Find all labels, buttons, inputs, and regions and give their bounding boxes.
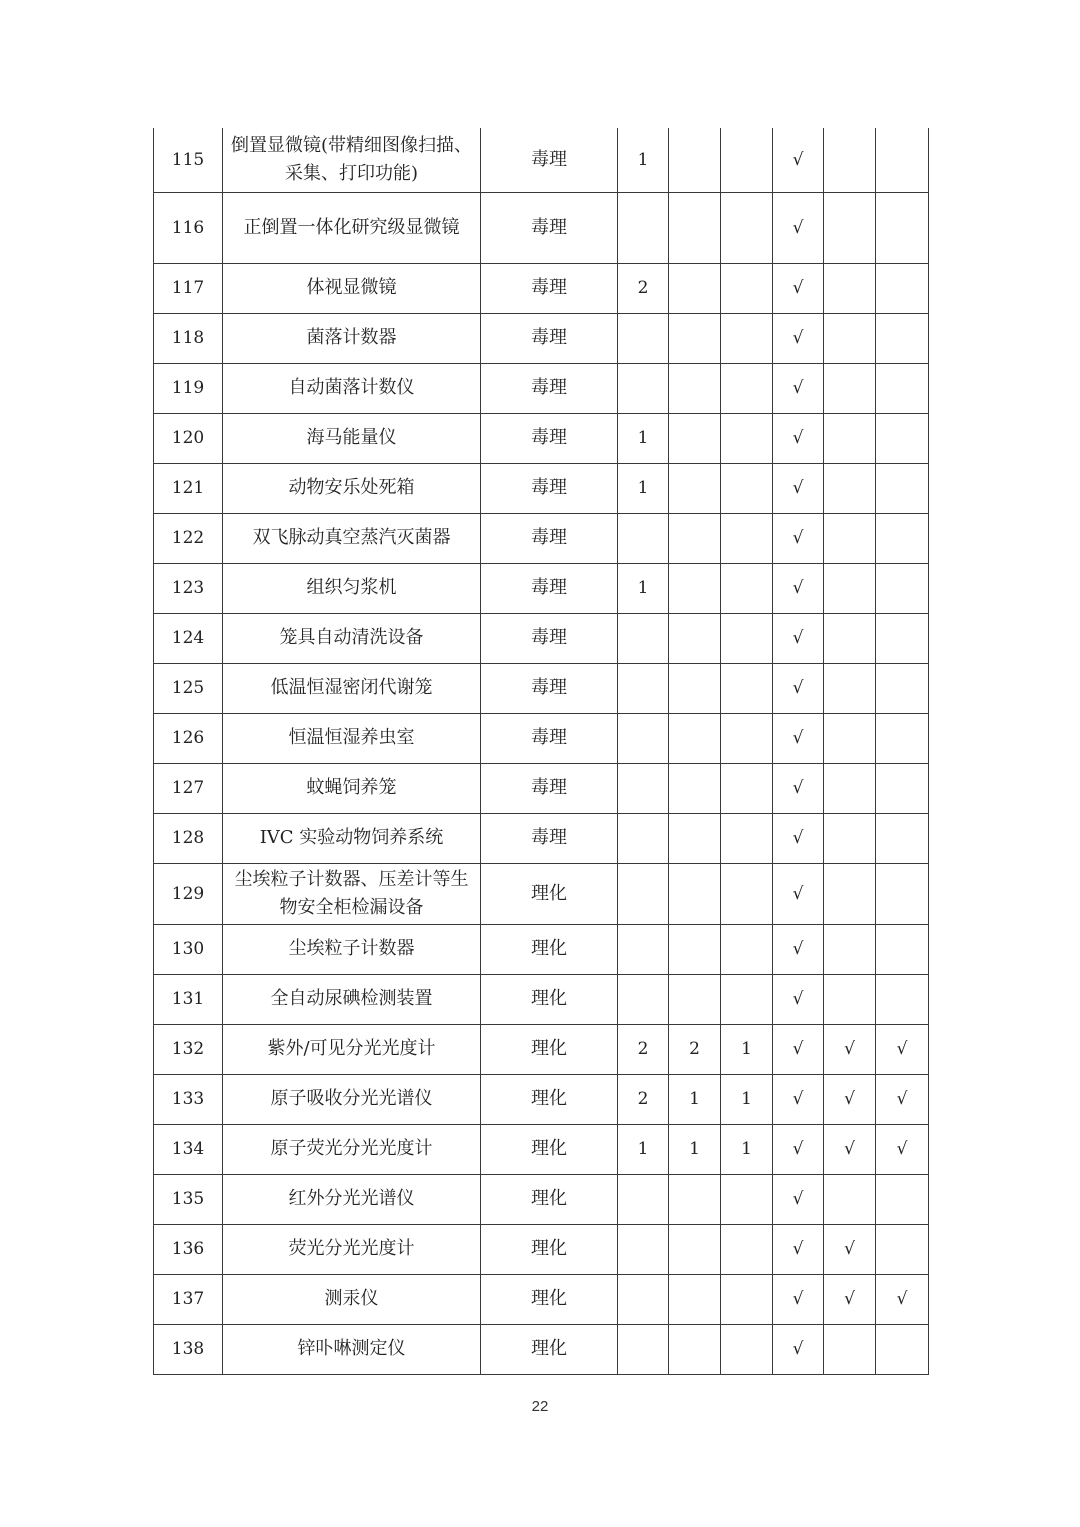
cell-quantity-2 (669, 463, 721, 513)
cell-number: 125 (154, 663, 223, 713)
table-row (154, 413, 929, 463)
cell-check-1: √ (773, 863, 824, 924)
cell-check-1: √ (773, 463, 824, 513)
cell-quantity-3 (721, 663, 773, 713)
cell-category: 毒理 (481, 813, 618, 863)
cell-equipment-name: 锌卟啉测定仪 (223, 1324, 481, 1374)
cell-check-1: √ (773, 1124, 824, 1174)
cell-category: 理化 (481, 1124, 618, 1174)
table-row (154, 513, 929, 563)
cell-category: 毒理 (481, 763, 618, 813)
cell-number: 133 (154, 1074, 223, 1124)
table-row (154, 1074, 929, 1124)
cell-check-2 (824, 463, 876, 513)
cell-quantity-2 (669, 1274, 721, 1324)
table-row (154, 1324, 929, 1374)
table-row (154, 713, 929, 763)
cell-check-2 (824, 813, 876, 863)
cell-equipment-name: 尘埃粒子计数器、压差计等生物安全柜检漏设备 (223, 863, 481, 924)
cell-quantity-3 (721, 813, 773, 863)
cell-number: 121 (154, 463, 223, 513)
cell-category: 毒理 (481, 513, 618, 563)
cell-quantity-3 (721, 713, 773, 763)
cell-check-1: √ (773, 563, 824, 613)
cell-check-2 (824, 263, 876, 313)
table-row (154, 974, 929, 1024)
cell-equipment-name: 倒置显微镜(带精细图像扫描、采集、打印功能) (223, 128, 481, 192)
cell-category: 毒理 (481, 192, 618, 263)
cell-number: 118 (154, 313, 223, 363)
cell-check-3 (876, 713, 929, 763)
cell-equipment-name: 笼具自动清洗设备 (223, 613, 481, 663)
cell-equipment-name: 测汞仪 (223, 1274, 481, 1324)
cell-quantity-3 (721, 1174, 773, 1224)
cell-check-2 (824, 128, 876, 192)
cell-number: 136 (154, 1224, 223, 1274)
cell-quantity-1: 2 (618, 1074, 669, 1124)
cell-quantity-1 (618, 974, 669, 1024)
cell-check-3 (876, 513, 929, 563)
table-row (154, 563, 929, 613)
cell-equipment-name: IVC 实验动物饲养系统 (223, 813, 481, 863)
cell-quantity-1 (618, 713, 669, 763)
table-row (154, 263, 929, 313)
table-row (154, 613, 929, 663)
cell-quantity-3 (721, 263, 773, 313)
cell-quantity-1: 1 (618, 563, 669, 613)
cell-quantity-1 (618, 1324, 669, 1374)
cell-check-3 (876, 663, 929, 713)
cell-quantity-1 (618, 313, 669, 363)
cell-quantity-2 (669, 363, 721, 413)
cell-number: 122 (154, 513, 223, 563)
cell-check-1: √ (773, 713, 824, 763)
cell-quantity-2 (669, 192, 721, 263)
cell-check-3 (876, 313, 929, 363)
cell-quantity-1 (618, 663, 669, 713)
cell-quantity-1: 2 (618, 263, 669, 313)
cell-number: 130 (154, 924, 223, 974)
table-row (154, 128, 929, 192)
table-row (154, 813, 929, 863)
cell-category: 毒理 (481, 263, 618, 313)
cell-check-1: √ (773, 413, 824, 463)
cell-quantity-3: 1 (721, 1024, 773, 1074)
cell-quantity-3 (721, 1324, 773, 1374)
cell-equipment-name: 菌落计数器 (223, 313, 481, 363)
cell-quantity-2 (669, 613, 721, 663)
cell-quantity-2: 1 (669, 1124, 721, 1174)
cell-check-2: √ (824, 1274, 876, 1324)
cell-check-3 (876, 263, 929, 313)
cell-quantity-3: 1 (721, 1124, 773, 1174)
cell-quantity-3: 1 (721, 1074, 773, 1124)
cell-quantity-2 (669, 313, 721, 363)
table-row (154, 1174, 929, 1224)
cell-check-2 (824, 763, 876, 813)
cell-check-1: √ (773, 1274, 824, 1324)
cell-check-3 (876, 463, 929, 513)
cell-equipment-name: 蚊蝇饲养笼 (223, 763, 481, 813)
cell-number: 137 (154, 1274, 223, 1324)
table-row (154, 663, 929, 713)
cell-check-3 (876, 1174, 929, 1224)
cell-check-2 (824, 563, 876, 613)
cell-check-3: √ (876, 1124, 929, 1174)
cell-check-3 (876, 763, 929, 813)
cell-check-1: √ (773, 1224, 824, 1274)
cell-number: 127 (154, 763, 223, 813)
cell-equipment-name: 紫外/可见分光光度计 (223, 1024, 481, 1074)
table-row (154, 1224, 929, 1274)
cell-quantity-3 (721, 924, 773, 974)
cell-check-3 (876, 563, 929, 613)
cell-quantity-1 (618, 763, 669, 813)
cell-check-2 (824, 1174, 876, 1224)
cell-check-1: √ (773, 763, 824, 813)
cell-quantity-1 (618, 192, 669, 263)
cell-number: 135 (154, 1174, 223, 1224)
cell-equipment-name: 原子荧光分光光度计 (223, 1124, 481, 1174)
cell-check-3 (876, 363, 929, 413)
cell-check-3: √ (876, 1024, 929, 1074)
cell-quantity-1 (618, 513, 669, 563)
cell-quantity-2: 2 (669, 1024, 721, 1074)
cell-quantity-1 (618, 1274, 669, 1324)
cell-check-2 (824, 863, 876, 924)
page-number: 22 (531, 1398, 549, 1415)
cell-check-1: √ (773, 313, 824, 363)
table-row (154, 463, 929, 513)
cell-equipment-name: 荧光分光光度计 (223, 1224, 481, 1274)
cell-check-1: √ (773, 1174, 824, 1224)
cell-check-1: √ (773, 974, 824, 1024)
cell-check-3: √ (876, 1274, 929, 1324)
table-row (154, 863, 929, 924)
cell-quantity-2 (669, 663, 721, 713)
cell-category: 毒理 (481, 128, 618, 192)
cell-number: 134 (154, 1124, 223, 1174)
cell-check-2: √ (824, 1224, 876, 1274)
cell-quantity-2 (669, 563, 721, 613)
cell-equipment-name: 全自动尿碘检测装置 (223, 974, 481, 1024)
cell-quantity-1 (618, 613, 669, 663)
cell-category: 理化 (481, 924, 618, 974)
cell-category: 理化 (481, 974, 618, 1024)
cell-equipment-name: 动物安乐处死箱 (223, 463, 481, 513)
cell-quantity-2 (669, 974, 721, 1024)
cell-quantity-2: 1 (669, 1074, 721, 1124)
cell-check-1: √ (773, 1024, 824, 1074)
cell-equipment-name: 尘埃粒子计数器 (223, 924, 481, 974)
cell-number: 115 (154, 128, 223, 192)
cell-check-2 (824, 192, 876, 263)
cell-quantity-2 (669, 813, 721, 863)
cell-quantity-2 (669, 1224, 721, 1274)
cell-check-3 (876, 613, 929, 663)
cell-equipment-name: 低温恒湿密闭代谢笼 (223, 663, 481, 713)
cell-equipment-name: 红外分光光谱仪 (223, 1174, 481, 1224)
cell-number: 119 (154, 363, 223, 413)
cell-category: 理化 (481, 863, 618, 924)
cell-check-2: √ (824, 1024, 876, 1074)
cell-check-3 (876, 974, 929, 1024)
table-row (154, 763, 929, 813)
cell-quantity-3 (721, 313, 773, 363)
cell-category: 毒理 (481, 613, 618, 663)
cell-check-2 (824, 363, 876, 413)
cell-quantity-1: 2 (618, 1024, 669, 1074)
table-body (154, 128, 929, 1374)
cell-quantity-2 (669, 924, 721, 974)
cell-check-2 (824, 974, 876, 1024)
cell-check-1: √ (773, 924, 824, 974)
cell-check-3 (876, 924, 929, 974)
cell-quantity-3 (721, 1224, 773, 1274)
cell-quantity-3 (721, 513, 773, 563)
cell-quantity-3 (721, 863, 773, 924)
cell-check-2 (824, 713, 876, 763)
cell-category: 理化 (481, 1074, 618, 1124)
cell-check-3: √ (876, 1074, 929, 1124)
cell-quantity-2 (669, 1324, 721, 1374)
table-row (154, 192, 929, 263)
cell-check-3 (876, 863, 929, 924)
cell-quantity-3 (721, 363, 773, 413)
cell-equipment-name: 组织匀浆机 (223, 563, 481, 613)
cell-check-2 (824, 613, 876, 663)
table-row (154, 363, 929, 413)
cell-quantity-2 (669, 263, 721, 313)
cell-quantity-3 (721, 974, 773, 1024)
table-row (154, 1274, 929, 1324)
cell-check-2 (824, 924, 876, 974)
equipment-table (153, 128, 929, 1375)
cell-equipment-name: 双飞脉动真空蒸汽灭菌器 (223, 513, 481, 563)
cell-check-1: √ (773, 128, 824, 192)
cell-number: 116 (154, 192, 223, 263)
cell-quantity-1: 1 (618, 1124, 669, 1174)
cell-check-3 (876, 1324, 929, 1374)
cell-check-3 (876, 128, 929, 192)
table-row (154, 313, 929, 363)
cell-category: 毒理 (481, 713, 618, 763)
cell-number: 123 (154, 563, 223, 613)
cell-check-2 (824, 413, 876, 463)
cell-check-1: √ (773, 663, 824, 713)
cell-check-3 (876, 413, 929, 463)
cell-equipment-name: 原子吸收分光光谱仪 (223, 1074, 481, 1124)
cell-category: 理化 (481, 1174, 618, 1224)
cell-quantity-2 (669, 128, 721, 192)
cell-check-1: √ (773, 813, 824, 863)
cell-category: 毒理 (481, 413, 618, 463)
cell-quantity-2 (669, 1174, 721, 1224)
cell-quantity-1: 1 (618, 463, 669, 513)
cell-check-1: √ (773, 263, 824, 313)
cell-quantity-2 (669, 713, 721, 763)
cell-quantity-2 (669, 863, 721, 924)
cell-quantity-1 (618, 924, 669, 974)
cell-category: 理化 (481, 1224, 618, 1274)
cell-category: 毒理 (481, 313, 618, 363)
cell-quantity-3 (721, 413, 773, 463)
cell-check-2: √ (824, 1074, 876, 1124)
cell-quantity-3 (721, 192, 773, 263)
cell-category: 毒理 (481, 363, 618, 413)
cell-quantity-1 (618, 813, 669, 863)
cell-equipment-name: 海马能量仪 (223, 413, 481, 463)
cell-check-2 (824, 313, 876, 363)
cell-number: 117 (154, 263, 223, 313)
table-row (154, 1124, 929, 1174)
cell-number: 138 (154, 1324, 223, 1374)
cell-check-2 (824, 1324, 876, 1374)
cell-number: 120 (154, 413, 223, 463)
cell-check-3 (876, 1224, 929, 1274)
cell-quantity-3 (721, 463, 773, 513)
cell-quantity-3 (721, 763, 773, 813)
table-row (154, 924, 929, 974)
cell-equipment-name: 恒温恒湿养虫室 (223, 713, 481, 763)
cell-quantity-2 (669, 763, 721, 813)
cell-check-1: √ (773, 192, 824, 263)
cell-check-2 (824, 513, 876, 563)
cell-check-1: √ (773, 363, 824, 413)
table-row (154, 1024, 929, 1074)
cell-category: 理化 (481, 1024, 618, 1074)
cell-quantity-2 (669, 413, 721, 463)
cell-check-2 (824, 663, 876, 713)
cell-check-2: √ (824, 1124, 876, 1174)
cell-quantity-1: 1 (618, 128, 669, 192)
cell-category: 理化 (481, 1274, 618, 1324)
cell-quantity-3 (721, 128, 773, 192)
cell-quantity-1: 1 (618, 413, 669, 463)
cell-number: 132 (154, 1024, 223, 1074)
cell-category: 毒理 (481, 563, 618, 613)
cell-number: 131 (154, 974, 223, 1024)
cell-check-1: √ (773, 613, 824, 663)
cell-number: 124 (154, 613, 223, 663)
cell-quantity-2 (669, 513, 721, 563)
cell-number: 126 (154, 713, 223, 763)
cell-check-1: √ (773, 1074, 824, 1124)
cell-number: 128 (154, 813, 223, 863)
cell-category: 理化 (481, 1324, 618, 1374)
cell-equipment-name: 体视显微镜 (223, 263, 481, 313)
cell-quantity-1 (618, 1224, 669, 1274)
cell-quantity-1 (618, 863, 669, 924)
cell-check-1: √ (773, 513, 824, 563)
cell-quantity-3 (721, 613, 773, 663)
cell-equipment-name: 正倒置一体化研究级显微镜 (223, 192, 481, 263)
cell-quantity-3 (721, 1274, 773, 1324)
cell-quantity-3 (721, 563, 773, 613)
cell-check-1: √ (773, 1324, 824, 1374)
cell-equipment-name: 自动菌落计数仪 (223, 363, 481, 413)
cell-quantity-1 (618, 363, 669, 413)
cell-check-3 (876, 813, 929, 863)
cell-check-3 (876, 192, 929, 263)
cell-category: 毒理 (481, 663, 618, 713)
cell-quantity-1 (618, 1174, 669, 1224)
cell-category: 毒理 (481, 463, 618, 513)
cell-number: 129 (154, 863, 223, 924)
